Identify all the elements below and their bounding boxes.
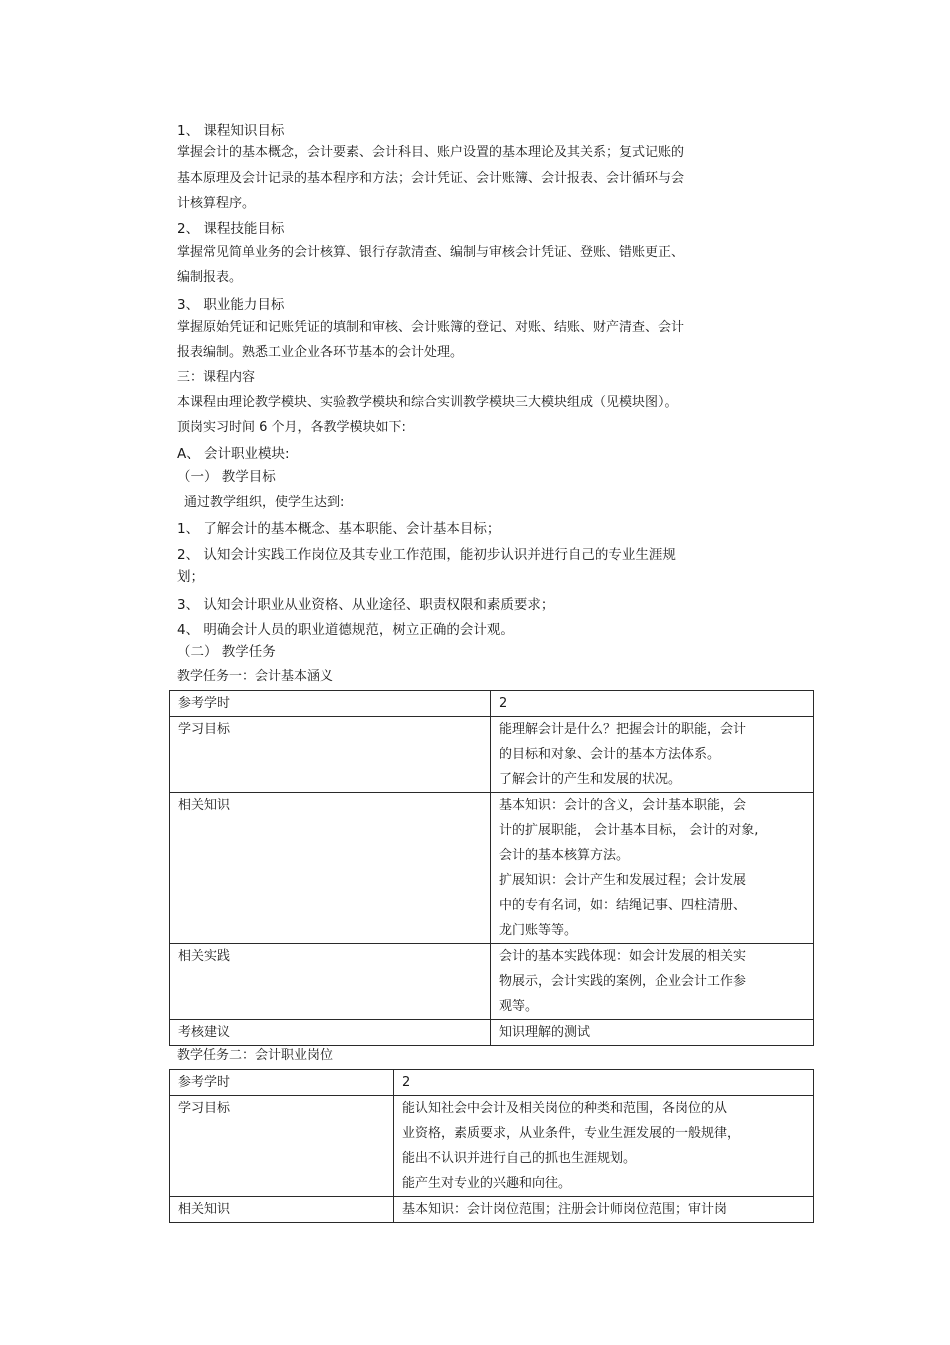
table-cell-value: 能理解会计是什么？把握会计的职能，会计 的目标和对象、会计的基本方法体系。 了解会计的产生和发展的状况。 — [491, 717, 814, 793]
section-1-line: 计核算程序。 — [177, 196, 256, 211]
section-1-line: 掌握会计的基本概念，会计要素、会计科目、账户设置的基本理论及其关系；复式记账的 — [177, 145, 685, 160]
table-cell-label: 相关知识 — [170, 793, 491, 944]
goal-item: 4、 明确会计人员的职业道德规范，树立正确的会计观。 — [177, 622, 514, 638]
table-cell-value: 2 — [394, 1070, 814, 1096]
goal-item: 2、 认知会计实践工作岗位及其专业工作范围，能初步认识并进行自己的专业生涯规 — [177, 547, 676, 563]
goal-item: 划； — [177, 569, 204, 585]
table-cell-label: 学习目标 — [170, 1096, 394, 1197]
section-3-line: 掌握原始凭证和记账凭证的填制和审核、会计账簿的登记、对账、结账、财产清查、会计 — [177, 320, 685, 335]
goals-intro: 通过教学组织，使学生达到: — [184, 495, 345, 510]
table-cell-value: 基本知识：会计的含义，会计基本职能，会 计的扩展职能， 会计基本目标， 会计的对象, 会计的基本核算方法。 扩展知识：会计产生和发展过程；会计发展 中的专有名词，如：结绳记事、四柱清册、 龙门账等等。 — [491, 793, 814, 944]
table-row — [170, 717, 814, 793]
section-2-line: 编制报表。 — [177, 270, 243, 285]
task-1-table — [169, 690, 814, 1046]
table-cell-value: 基本知识：会计岗位范围；注册会计师岗位范围；审计岗 — [394, 1197, 814, 1223]
module-a-title: A、 会计职业模块: — [177, 446, 290, 462]
table-row — [170, 944, 814, 1020]
table-row — [170, 1020, 814, 1046]
table-cell-value: 能认知社会中会计及相关岗位的种类和范围，各岗位的从 业资格，素质要求，从业条件，专业生涯发展的一般规律， 能出不认识并进行自己的抓也生涯规划。 能产生对专业的兴趣和向往。 — [394, 1096, 814, 1197]
content-title: 三：课程内容 — [177, 370, 256, 385]
table-cell-label: 参考学时 — [170, 691, 491, 717]
content-line: 顶岗实习时间 6 个月，各教学模块如下: — [177, 420, 406, 435]
table-cell-label: 相关知识 — [170, 1197, 394, 1223]
table-cell-label: 相关实践 — [170, 944, 491, 1020]
table-row — [170, 1197, 814, 1223]
goal-item: 1、 了解会计的基本概念、基本职能、会计基本目标； — [177, 521, 501, 537]
table-cell-label: 学习目标 — [170, 717, 491, 793]
table-cell-value: 知识理解的测试 — [491, 1020, 814, 1046]
goal-item: 3、 认知会计职业从业资格、从业途径、职责权限和素质要求； — [177, 597, 555, 613]
table-cell-value: 2 — [491, 691, 814, 717]
table-cell-label: 考核建议 — [170, 1020, 491, 1046]
table-cell-value: 会计的基本实践体现：如会计发展的相关实 物展示，会计实践的案例，企业会计工作参 观等。 — [491, 944, 814, 1020]
content-line: 本课程由理论教学模块、实验教学模块和综合实训教学模块三大模块组成（见模块图）。 — [177, 395, 678, 410]
table-row — [170, 793, 814, 944]
section-2-line: 掌握常见简单业务的会计核算、银行存款清查、编制与审核会计凭证、登账、错账更正、 — [177, 245, 685, 260]
teaching-goals-heading: （一） 教学目标 — [177, 469, 276, 485]
section-3-title: 3、 职业能力目标 — [177, 297, 285, 313]
task-2-table — [169, 1069, 814, 1223]
table-row — [170, 1096, 814, 1197]
table-row — [170, 1070, 814, 1096]
section-3-line: 报表编制。熟悉工业企业各环节基本的会计处理。 — [177, 345, 464, 360]
task-2-title: 教学任务二：会计职业岗位 — [177, 1048, 334, 1063]
task-1-title: 教学任务一：会计基本涵义 — [177, 669, 334, 684]
section-2-title: 2、 课程技能目标 — [177, 221, 285, 237]
table-row — [170, 691, 814, 717]
teaching-tasks-heading: （二） 教学任务 — [177, 644, 276, 660]
section-1-title: 1、 课程知识目标 — [177, 123, 285, 139]
section-1-line: 基本原理及会计记录的基本程序和方法；会计凭证、会计账簿、会计报表、会计循环与会 — [177, 171, 685, 186]
table-cell-label: 参考学时 — [170, 1070, 394, 1096]
